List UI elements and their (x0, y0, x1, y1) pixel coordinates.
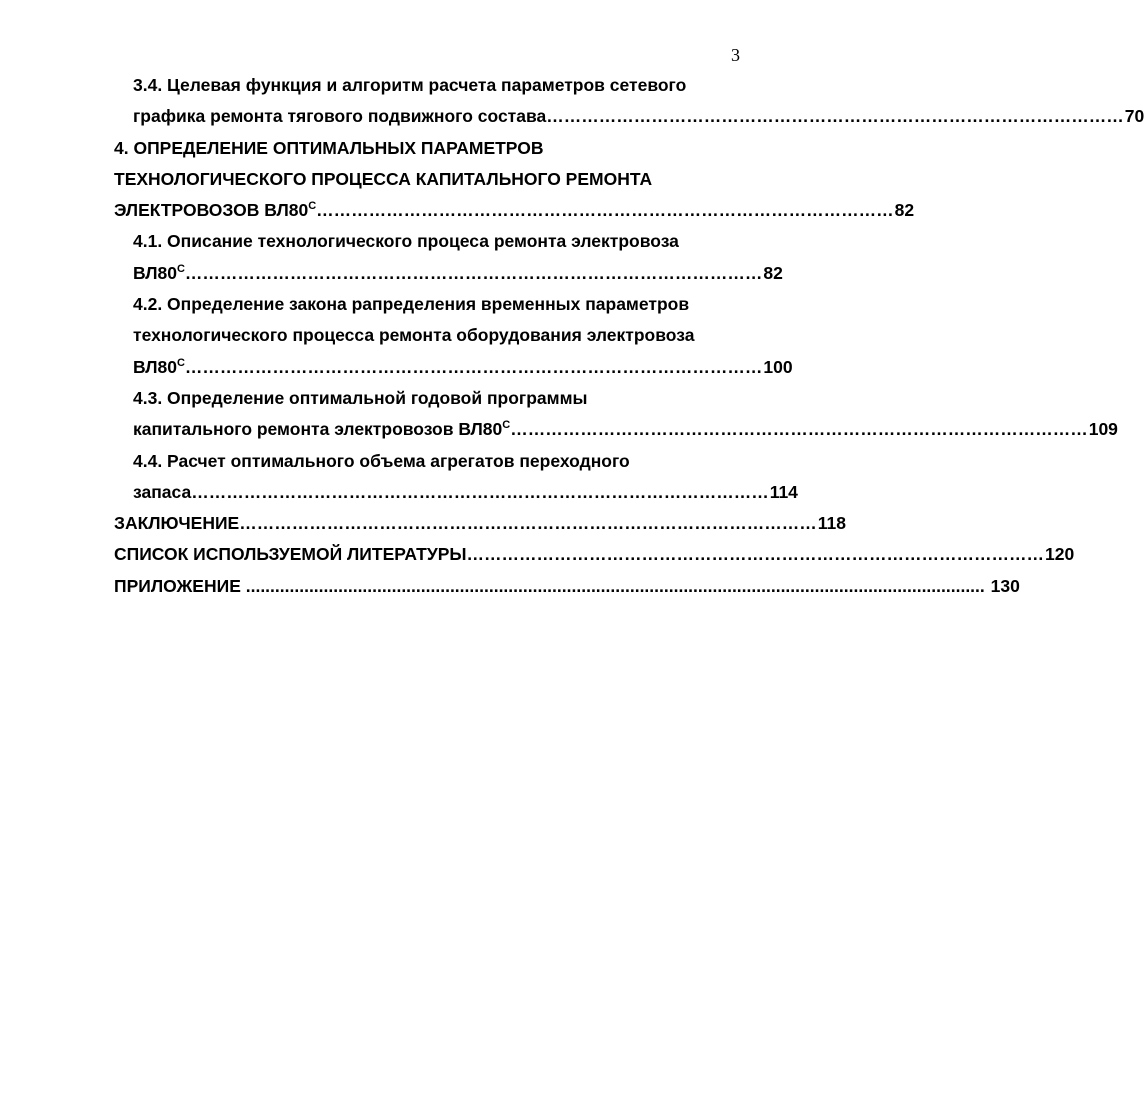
table-of-contents (114, 70, 1144, 602)
toc-entry-3-4-text-cont: графика ремонта тягового подвижного состава (133, 106, 547, 127)
dot-leader: ……………………………………………………………………………………… (466, 544, 1045, 565)
superscript: С (176, 262, 185, 275)
superscript: С (176, 356, 185, 369)
toc-line (114, 133, 744, 164)
toc-entry-4-3-text: 4.3. Определение оптимальной годовой программы (133, 387, 588, 408)
toc-entry-appendix-text: ПРИЛОЖЕНИЕ (114, 575, 241, 596)
dot-leader: ……………………………………………………………………………………… (184, 262, 763, 283)
toc-entry-4-text-cont: ТЕХНОЛОГИЧЕСКОГО ПРОЦЕССА КАПИТАЛЬНОГО РЕМОНТА (114, 168, 653, 189)
toc-entry-4-4-text-cont: запаса (133, 481, 192, 502)
toc-entry-4-1-text-cont: $ВЛ80^С$ (133, 262, 185, 283)
dot-leader: ……………………………………………………………………………………… (510, 419, 1088, 440)
toc-entry-4-4-text: 4.4. Расчет оптимального объема агрегатов переходного (133, 450, 630, 471)
dot-leader: ……………………………………………………………………………………… (546, 106, 1124, 127)
toc-line (114, 226, 744, 257)
toc-line (114, 383, 744, 414)
dot-leader: ……………………………………………………………………………………… (316, 200, 894, 221)
toc-entry-references-text: СПИСОК ИСПОЛЬЗУЕМОЙ ЛИТЕРАТУРЫ (114, 544, 467, 565)
dot-leader: ........................................................................................................................................................ (240, 575, 985, 596)
toc-line (114, 446, 744, 477)
toc-line (114, 70, 744, 101)
superscript: С (308, 200, 317, 213)
toc-entry-4-4[interactable] (114, 477, 798, 508)
toc-entry-4-2-text-cont: технологического процесса ремонта оборудования электровоза (133, 325, 695, 346)
toc-entry-4-text-end: ЭЛЕКТРОВОЗОВ $ВЛ80^С$ (114, 200, 317, 221)
dot-leader: ……………………………………………………………………………………… (191, 481, 769, 502)
toc-entry-3-4-page: 70 (1124, 106, 1144, 127)
toc-entry-references-page: 120 (1045, 544, 1075, 565)
toc-entry-4-1-text: 4.1. Описание технологического процеса ремонта электровоза (133, 231, 679, 252)
toc-entry-4-text: 4. ОПРЕДЕЛЕНИЕ ОПТИМАЛЬНЫХ ПАРАМЕТРОВ (114, 137, 544, 158)
toc-entry-appendix[interactable] (114, 571, 1020, 602)
toc-entry-4-2-text-end: $ВЛ80^С$ (133, 356, 185, 377)
toc-entry-conclusion[interactable] (114, 508, 846, 539)
toc-entry-references[interactable] (114, 539, 1075, 570)
toc-entry-4-2[interactable] (114, 352, 793, 383)
dot-leader: ……………………………………………………………………………………… (239, 513, 817, 534)
toc-entry-4-3[interactable] (114, 414, 1118, 445)
toc-entry-4-2-text: 4.2. Определение закона рапределения временных параметров (133, 294, 690, 315)
dot-leader: ……………………………………………………………………………………… (184, 356, 763, 377)
toc-entry-conclusion-text: ЗАКЛЮЧЕНИЕ (114, 513, 240, 534)
toc-entry-3-4[interactable] (114, 101, 1144, 132)
toc-line (114, 289, 744, 320)
toc-entry-conclusion-page: 118 (817, 513, 846, 534)
toc-entry-4-3-text-cont: капитального ремонта электровозов $ВЛ80^С$ (133, 419, 511, 440)
toc-entry-4-2-page: 100 (763, 356, 793, 377)
toc-entry-4[interactable] (114, 195, 915, 226)
page-number: 3 (731, 45, 740, 65)
toc-entry-3-4-text: 3.4. Целевая функция и алгоритм расчета параметров сетевого (133, 75, 687, 95)
toc-entry-appendix-page: 130 (990, 575, 1020, 596)
toc-line (114, 164, 744, 195)
superscript: С (502, 419, 511, 432)
toc-entry-4-page: 82 (894, 200, 915, 221)
toc-line (114, 320, 744, 351)
toc-entry-4-4-page: 114 (769, 481, 798, 502)
toc-entry-4-1-page: 82 (763, 262, 783, 283)
toc-entry-4-1[interactable] (114, 258, 783, 289)
toc-entry-4-3-page: 109 (1088, 419, 1118, 440)
